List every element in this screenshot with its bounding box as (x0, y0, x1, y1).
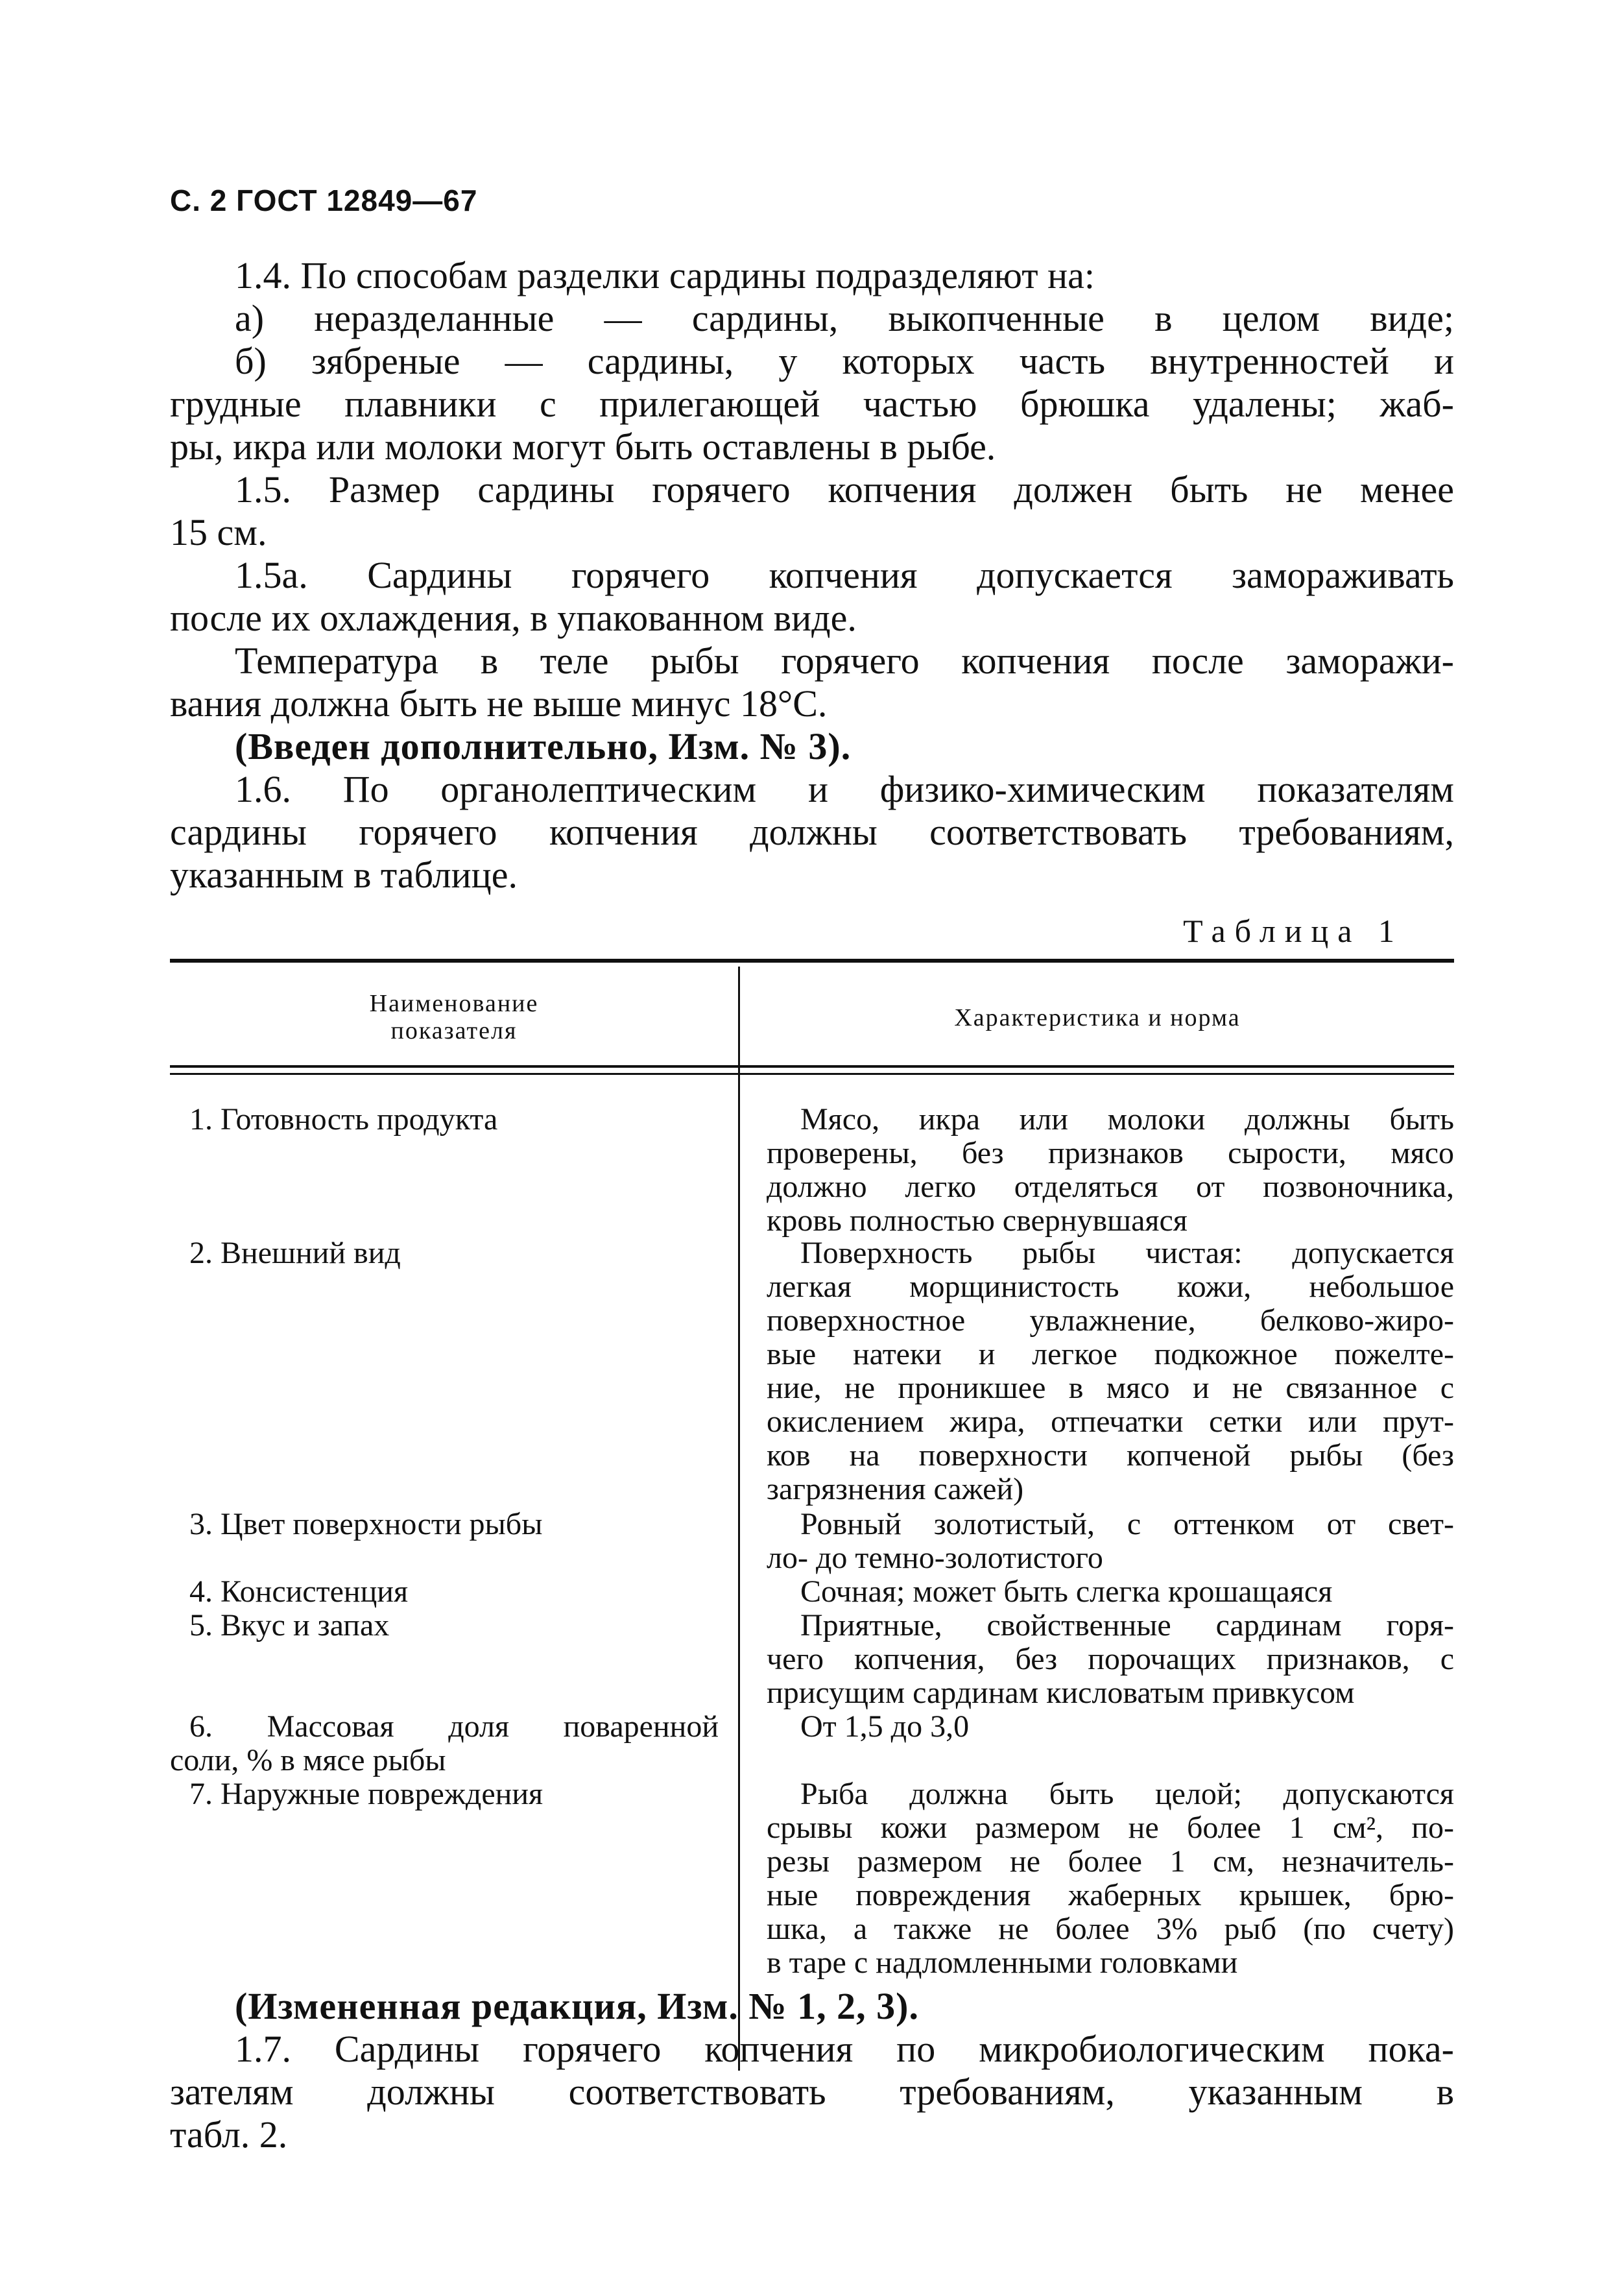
indicator-name: 3. Цвет поверхности рыбы (189, 1507, 543, 1541)
clause-1-4-b-line2: грудные плавники с прилегающей частью брюшка удалены; жаб- (170, 383, 1454, 425)
norm-line: загрязнения сажей) (767, 1472, 1024, 1506)
indicator-norm (767, 1508, 1454, 1575)
clause-1-6-line3: указанным в таблице. (170, 854, 518, 896)
norm-line: присущим сардинам кисловатым привкусом (767, 1676, 1355, 1710)
indicator-name: 4. Консистенция (189, 1574, 409, 1609)
norm-line: Рыба должна быть целой; допускаются (800, 1777, 1454, 1811)
norm-line: окислением жира, отпечатки сетки или прут- (767, 1404, 1454, 1439)
indicator-norm (767, 1710, 1454, 1744)
indicator-name: 2. Внешний вид (189, 1236, 401, 1270)
table-header-name-line1: Наименование (369, 990, 539, 1017)
clause-1-6-line1: 1.6. По органолептическим и физико-химическим показателям (235, 768, 1454, 810)
indicator-name (170, 1710, 719, 1777)
norm-line: Ровный золотистый, с оттенком от свет- (800, 1507, 1454, 1541)
clause-1-7-line3: табл. 2. (170, 2113, 288, 2156)
indicator-norm (767, 1575, 1454, 1609)
clause-1-5a-line2: после их охлаждения, в упакованном виде. (170, 597, 857, 639)
clause-1-7-line2: зателям должны соответствовать требованиям, указанным в (170, 2071, 1454, 2113)
table-header-rule-double (170, 1073, 1454, 1075)
indicator-name: 1. Готовность продукта (189, 1102, 498, 1137)
clause-1-4-b-line1: б) зябреные — сардины, у которых часть внутренностей и (235, 340, 1454, 382)
clause-1-4-a: а) неразделанные — сардины, выкопченные в целом виде; (235, 297, 1454, 339)
amendment-note-1-2-3: (Измененная редакция, Изм. № 1, 2, 3). (235, 1985, 919, 2027)
indicator-norm (767, 1777, 1454, 1980)
clause-1-4-b-line3: ры, икра или молоки могут быть оставлены в рыбе. (170, 426, 996, 468)
norm-line: ков на поверхности копченой рыбы (без (767, 1438, 1454, 1473)
norm-line: ло- до темно-золотистого (767, 1541, 1103, 1575)
norm-line: ные повреждения жаберных крышек, брю- (767, 1878, 1454, 1912)
indicator-norm (767, 1609, 1454, 1710)
norm-line: Мясо, икра или молоки должны быть (800, 1102, 1454, 1137)
clause-1-5a-line1: 1.5а. Сардины горячего копчения допускается замораживать (235, 554, 1454, 596)
indicator-norm (767, 1103, 1454, 1238)
norm-line: шка, а также не более 3% рыб (по счету) (767, 1912, 1454, 1946)
norm-line: Приятные, свойственные сардинам горя- (800, 1608, 1454, 1642)
temperature-line2: вания должна быть не выше минус 18°С. (170, 682, 828, 725)
clause-1-6-line2: сардины горячего копчения должны соответствовать требованиям, (170, 811, 1454, 853)
norm-line: От 1,5 до 3,0 (800, 1709, 970, 1744)
intro-section (170, 254, 1454, 896)
norm-line: чего копчения, без порочащих признаков, с (767, 1642, 1454, 1676)
norm-line: должно легко отделяться от позвоночника, (767, 1170, 1454, 1204)
table-caption: Таблица 1 (1183, 913, 1403, 949)
clause-1-5-line2: 15 см. (170, 511, 267, 553)
indicator-name: 5. Вкус и запах (189, 1608, 390, 1642)
norm-line: проверены, без признаков сырости, мясо (767, 1136, 1454, 1170)
table-column-divider (738, 967, 740, 2071)
norm-line: Сочная; может быть слегка крошащаяся (800, 1574, 1333, 1609)
indicator-name: 7. Наружные повреждения (189, 1777, 543, 1811)
norm-line: поверхностное увлажнение, белково-жиро- (767, 1303, 1454, 1338)
table-header-rule (170, 1065, 1454, 1068)
norm-line: срывы кожи размером не более 1 см², по- (767, 1811, 1454, 1845)
norm-line: в таре с надломленными головками (767, 1945, 1238, 1980)
norm-line: легкая морщинистость кожи, небольшое (767, 1269, 1454, 1304)
norm-line: резы размером не более 1 см, незначитель- (767, 1844, 1454, 1879)
norm-line: вые натеки и легкое подкожное пожелте- (767, 1337, 1454, 1371)
clause-1-7-line1: 1.7. Сардины горячего копчения по микробиологическим пока- (235, 2028, 1454, 2070)
norm-line: кровь полностью свернувшаяся (767, 1203, 1188, 1238)
clause-1-5-line1: 1.5. Размер сардины горячего копчения должен быть не менее (235, 468, 1454, 511)
table-header-name (170, 990, 738, 1044)
page-header: С. 2 ГОСТ 12849—67 (170, 184, 478, 217)
clause-1-4: 1.4. По способам разделки сардины подразделяют на: (235, 254, 1095, 296)
outro-section (170, 1985, 1454, 2156)
table-top-rule (170, 959, 1454, 963)
temperature-line1: Температура в теле рыбы горячего копчения после заморажи- (235, 640, 1454, 682)
indicator-name-line2: соли, % в мясе рыбы (170, 1743, 446, 1777)
amendment-note-3: (Введен дополнительно, Изм. № 3). (235, 725, 852, 767)
norm-line: Поверхность рыбы чистая: допускается (800, 1236, 1454, 1270)
norm-line: ние, не проникшее в мясо и не связанное с (767, 1371, 1454, 1405)
table-header-norm: Характеристика и норма (954, 1004, 1241, 1031)
table-header-name-line2: показателя (390, 1017, 518, 1044)
indicator-norm (767, 1236, 1454, 1506)
indicator-name-line1: 6. Массовая доля поваренной (189, 1709, 719, 1744)
